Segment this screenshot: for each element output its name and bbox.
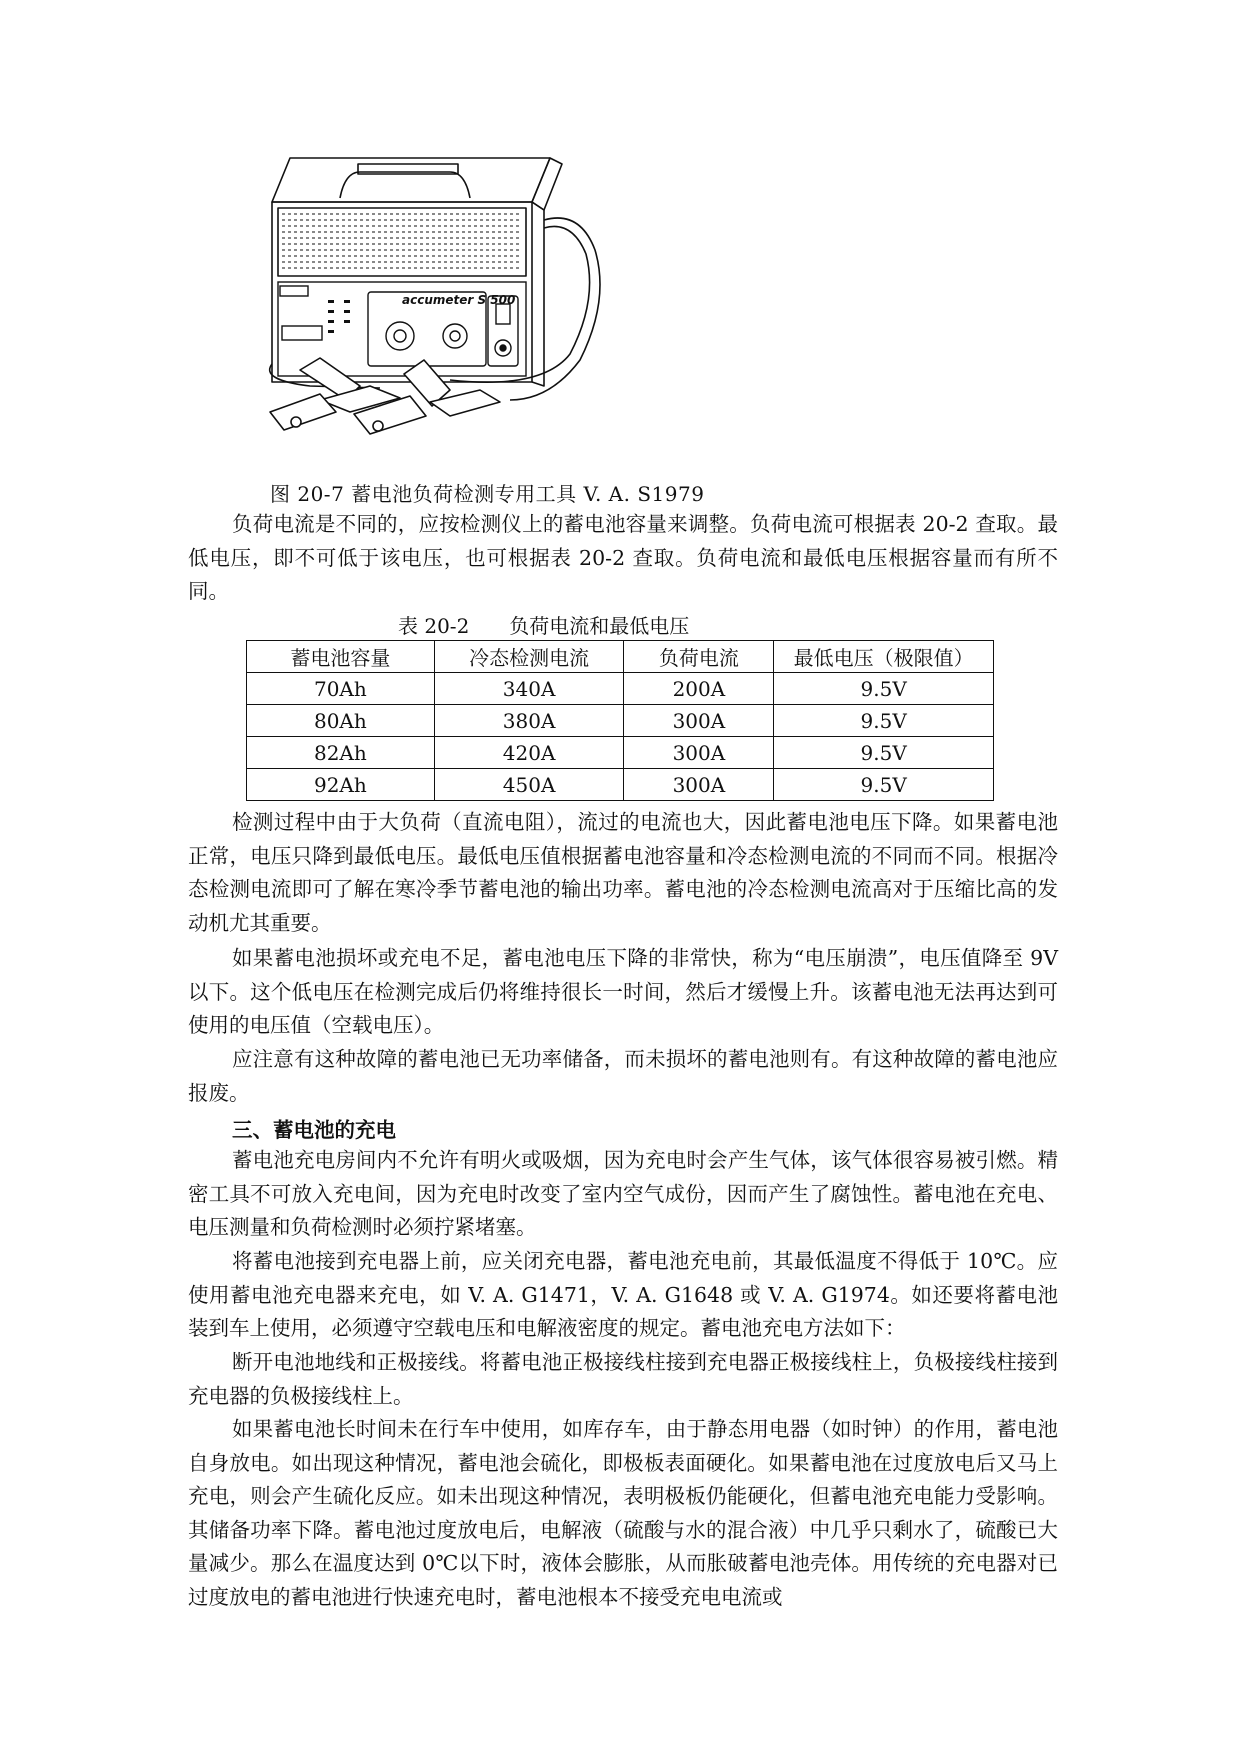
header-cold-test-current: 冷态检测电流 <box>434 641 624 673</box>
cell-min-voltage: 9.5V <box>774 737 994 769</box>
cell-cold-current: 340A <box>434 673 624 705</box>
table-row <box>247 737 994 769</box>
battery-tester-illustration <box>250 150 610 470</box>
table-number: 表 20-2 <box>398 614 470 638</box>
cell-capacity: 82Ah <box>247 737 435 769</box>
table-title <box>398 610 689 639</box>
cell-min-voltage: 9.5V <box>774 673 994 705</box>
cell-capacity: 70Ah <box>247 673 435 705</box>
cell-load-current: 200A <box>624 673 774 705</box>
paragraph-power-reserve: 应注意有这种故障的蓄电池已无功率储备，而未损坏的蓄电池则有。有这种故障的蓄电池应报废。 <box>188 1047 1058 1105</box>
cell-load-current: 300A <box>624 737 774 769</box>
cell-cold-current: 420A <box>434 737 624 769</box>
section-heading: 三、蓄电池的充电 <box>232 1118 396 1142</box>
cell-capacity: 80Ah <box>247 705 435 737</box>
cell-cold-current: 380A <box>434 705 624 737</box>
table-row <box>247 673 994 705</box>
paragraph-load-current: 负荷电流是不同的，应按检测仪上的蓄电池容量来调整。负荷电流可根据表 20-2 查取。最低电压，即不可低于该电压，也可根据表 20-2 查取。负荷电流和最低电压根据容量而有所不同。 <box>188 512 1058 603</box>
load-current-table <box>246 640 994 801</box>
cell-cold-current: 450A <box>434 769 624 801</box>
cell-min-voltage: 9.5V <box>774 705 994 737</box>
header-battery-capacity: 蓄电池容量 <box>247 641 435 673</box>
table-name: 负荷电流和最低电压 <box>509 614 690 638</box>
paragraph-voltage-collapse: 如果蓄电池损坏或充电不足，蓄电池电压下降的非常快，称为“电压崩溃”，电压值降至 9V 以下。这个低电压在检测完成后仍将维持很长一时间，然后才缓慢上升。该蓄电池无法再达到可使用的电压值（空载电压）。 <box>188 946 1058 1037</box>
header-minimum-voltage: 最低电压（极限值） <box>774 641 994 673</box>
header-load-current: 负荷电流 <box>624 641 774 673</box>
paragraph-sulfation: 如果蓄电池长时间未在行车中使用，如库存车，由于静态用电器（如时钟）的作用，蓄电池自身放电。如出现这种情况，蓄电池会硫化，即极板表面硬化。如果蓄电池在过度放电后又马上充电，则会产生硫化反应。如未出现这种情况，表明极板仍能硬化，但蓄电池充电能力受影响。其储备功率下降。蓄电池过度放电后，电解液（硫酸与水的混合液）中几乎只剩水了，硫酸已大量减少。那么在温度达到 0℃以下时，液体会膨胀，从而胀破蓄电池壳体。用传统的充电器对已过度放电的蓄电池进行快速充电时，蓄电池根本不接受充电电流或 <box>188 1417 1058 1609</box>
cell-capacity: 92Ah <box>247 769 435 801</box>
table-row <box>247 769 994 801</box>
table-row <box>247 705 994 737</box>
paragraph-charging-room: 蓄电池充电房间内不允许有明火或吸烟，因为充电时会产生气体，该气体很容易被引燃。精密工具不可放入充电间，因为充电时改变了室内空气成份，因而产生了腐蚀性。蓄电池在充电、电压测量和负荷检测时必须拧紧堵塞。 <box>188 1148 1058 1239</box>
figure-caption: 图 20-7 蓄电池负荷检测专用工具 V. A. S1979 <box>270 482 705 506</box>
paragraph-voltage-drop: 检测过程中由于大负荷（直流电阻），流过的电流也大，因此蓄电池电压下降。如果蓄电池正常，电压只降到最低电压。最低电压值根据蓄电池容量和冷态检测电流的不同而不同。根据冷态检测电流即可了解在寒冷季节蓄电池的输出功率。蓄电池的冷态检测电流高对于压缩比高的发动机尤其重要。 <box>188 810 1058 935</box>
table-header-row <box>247 641 994 673</box>
cell-min-voltage: 9.5V <box>774 769 994 801</box>
cell-load-current: 300A <box>624 769 774 801</box>
cell-load-current: 300A <box>624 705 774 737</box>
device-model-label: accumeter S 500 <box>402 293 516 307</box>
paragraph-charger-setup: 将蓄电池接到充电器上前，应关闭充电器，蓄电池充电前，其最低温度不得低于 10℃。应使用蓄电池充电器来充电，如 V. A. G1471，V. A. G1648 或 V. A. G1974。如还要将蓄电池装到车上使用，必须遵守空载电压和电解液密度的规定。蓄电池充电方法如下： <box>188 1249 1058 1340</box>
paragraph-connection-steps: 断开电池地线和正极接线。将蓄电池正极接线柱接到充电器正极接线柱上，负极接线柱接到充电器的负极接线柱上。 <box>188 1350 1058 1408</box>
